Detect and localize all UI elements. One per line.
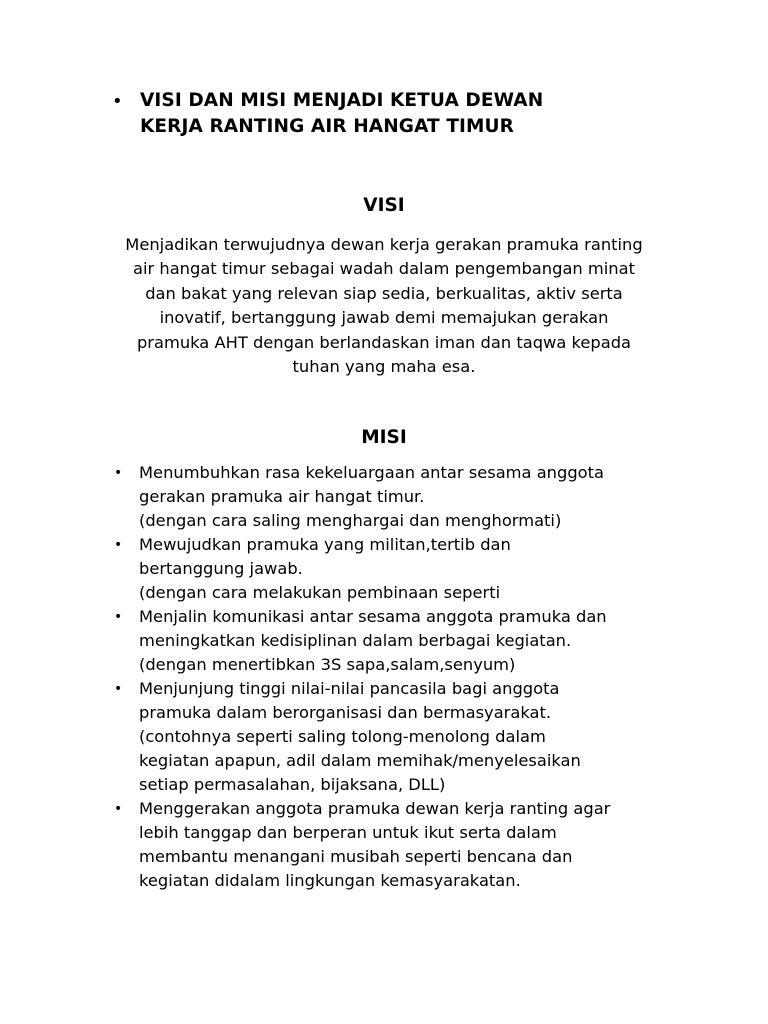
misi-line: (dengan cara saling menghargai dan menghormati) [139,511,562,530]
list-bullet: • [114,801,123,817]
misi-line: (contohnya seperti saling tolong-menolong dalam [139,727,546,746]
misi-line: Menggerakan anggota pramuka dewan kerja ranting agar [139,799,611,818]
visi-line: tuhan yang maha esa. [292,357,476,377]
list-bullet: • [114,609,123,625]
misi-line: kegiatan didalam lingkungan kemasyarakatan. [139,871,521,890]
misi-line: lebih tanggap dan berperan untuk ikut serta dalam [139,823,557,842]
misi-line: gerakan pramuka air hangat timur. [139,487,425,506]
misi-line: setiap permasalahan, bijaksana, DLL) [139,775,446,794]
heading-line: KERJA RANTING AIR HANGAT TIMUR [140,116,514,137]
heading-line: VISI DAN MISI MENJADI KETUA DEWAN [140,90,544,111]
misi-list [112,461,712,893]
heading-bullet: • [112,91,123,112]
misi-item [112,461,712,533]
list-bullet: • [114,537,123,553]
misi-item [112,533,712,605]
misi-line: bertanggung jawab. [139,559,303,578]
visi-title: VISI [363,195,405,216]
misi-item [112,677,712,797]
misi-line: (dengan cara melakukan pembinaan seperti [139,583,501,602]
list-bullet: • [114,465,123,481]
document-heading [112,88,672,140]
misi-line: meningkatkan kedisiplinan dalam berbagai kegiatan. [139,631,572,650]
visi-paragraph [80,233,688,379]
visi-line: dan bakat yang relevan siap sedia, berkualitas, aktiv serta [145,283,623,303]
heading-title [140,88,672,140]
misi-line: Mewujudkan pramuka yang militan,tertib dan [139,535,511,554]
visi-line: Menjadikan terwujudnya dewan kerja gerakan pramuka ranting [125,235,643,254]
misi-line: membantu menangani musibah seperti bencana dan [139,847,573,866]
visi-line: pramuka AHT dengan berlandaskan iman dan taqwa kepada [136,332,632,352]
misi-line: pramuka dalam berorganisasi dan bermasyarakat. [139,703,552,722]
misi-line: Menjalin komunikasi antar sesama anggota pramuka dan [139,607,607,626]
misi-line: Menjunjung tinggi nilai-nilai pancasila bagi anggota [139,679,560,698]
visi-line: air hangat timur sebagai wadah dalam pengembangan minat [133,259,635,279]
misi-line: Menumbuhkan rasa kekeluargaan antar sesama anggota [139,463,604,482]
visi-line: inovatif, bertanggung jawab demi memajukan gerakan [159,308,609,328]
misi-item [112,797,712,893]
misi-item [112,605,712,677]
misi-title: MISI [361,427,407,448]
misi-line: kegiatan apapun, adil dalam memihak/menyelesaikan [139,751,581,770]
misi-line: (dengan menertibkan 3S sapa,salam,senyum) [139,655,516,674]
list-bullet: • [114,681,123,697]
